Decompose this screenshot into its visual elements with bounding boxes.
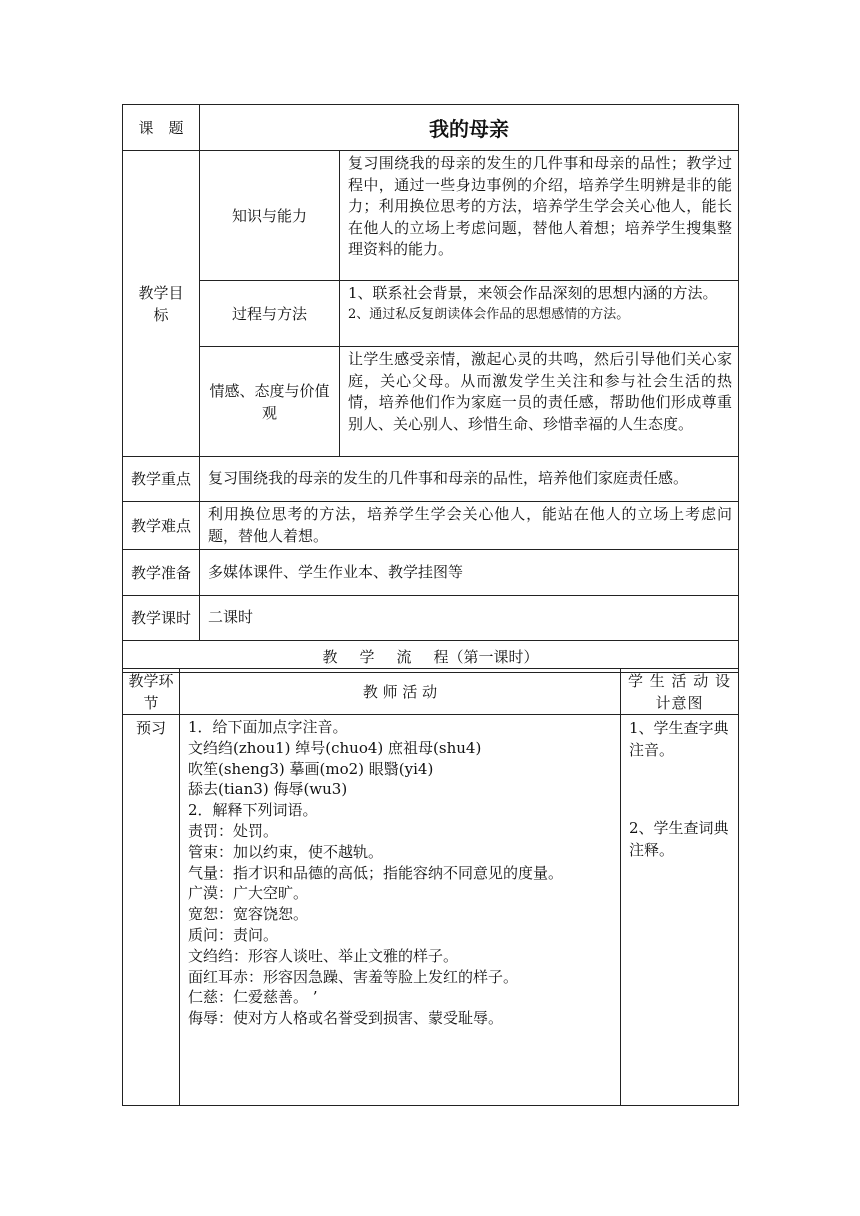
hours-label: 教学课时: [123, 596, 200, 641]
stage-preview: 预习: [123, 715, 180, 1106]
teacher-line: 仁慈：仁爱慈善。 ’: [188, 988, 318, 1007]
flow-title-word: 学: [359, 648, 375, 666]
key-points-label: 教学重点: [123, 457, 200, 502]
emotion-row: [123, 347, 739, 457]
teacher-activity-cell: [180, 715, 621, 1106]
teacher-line: 吹笙(sheng3) 摹画(mo2) 眼翳(yi4): [188, 759, 434, 778]
student-activity-1: 1、学生查字典注音。: [629, 719, 729, 759]
teaching-flow-table: [122, 668, 739, 1106]
process-text-1: 1、联系社会背景，来领会作品深刻的思想内涵的方法。: [348, 284, 718, 302]
teacher-line: 气量：指才识和品德的高低；指能容纳不同意见的度量。: [188, 863, 564, 882]
topic-row: [123, 105, 739, 151]
student-activity-header: 学 生 活 动 设计意图: [621, 669, 739, 715]
emotion-label: 情感、态度与价值观: [200, 347, 340, 457]
preparation-label: 教学准备: [123, 550, 200, 596]
process-text-2: 2、通过私反复朗读体会作品的思想感情的方法。: [348, 306, 630, 322]
teacher-line: 2．解释下列词语。: [188, 801, 318, 820]
knowledge-label: 知识与能力: [200, 151, 340, 281]
difficulties-label: 教学难点: [123, 502, 200, 550]
teacher-line: 管束：加以约束，使不越轨。: [188, 842, 384, 861]
difficulties-row: [123, 502, 739, 550]
process-label: 过程与方法: [200, 281, 340, 347]
lesson-info-table: [122, 104, 739, 673]
knowledge-text: 复习围绕我的母亲的发生的几件事和母亲的品性；教学过程中，通过一些身边事例的介绍，培养学生明辨是非的能力；利用换位思考的方法，培养学生学会关心他人，能长在他人的立场上考虑问题，替他人着想；培养学生搜集整理资料的能力。: [340, 151, 739, 281]
teacher-line: 舔去(tian3) 侮辱(wu3): [188, 780, 348, 799]
flow-title-word: 程: [433, 648, 449, 666]
teacher-line: 责罚：处罚。: [188, 821, 279, 840]
preview-row: [123, 715, 739, 1106]
teacher-line: 面红耳赤：形容因急躁、害羞等脸上发红的样子。: [188, 967, 519, 986]
hours-row: [123, 596, 739, 641]
lesson-title: 我的母亲: [200, 105, 739, 151]
teacher-line: 文绉绉(zhou1) 绰号(chuo4) 庶祖母(shu4): [188, 738, 482, 757]
student-activity-cell: [621, 715, 739, 1106]
emotion-text: 让学生感受亲情，激起心灵的共鸣，然后引导他们关心家庭，关心父母。从而激发学生关注和参与社会生活的热情，培养他们作为家庭一员的责任感，帮助他们形成尊重别人、关心别人、珍惜生命、珍惜幸福的人生态度。: [340, 347, 739, 457]
knowledge-row: [123, 151, 739, 281]
flow-title-word: 教: [322, 648, 338, 666]
key-points-text: 复习围绕我的母亲的发生的几件事和母亲的品性，培养他们家庭责任感。: [200, 457, 739, 502]
process-row: [123, 281, 739, 347]
teacher-line: 广漠：广大空旷。: [188, 884, 309, 903]
difficulties-text: 利用换位思考的方法，培养学生学会关心他人，能站在他人的立场上考虑问题，替他人着想。: [200, 502, 739, 550]
preparation-text: 多媒体课件、学生作业本、教学挂图等: [200, 550, 739, 596]
teacher-line: 质问：责问。: [188, 925, 279, 944]
key-points-row: [123, 457, 739, 502]
stage-header: 教学环节: [123, 669, 180, 715]
flow-title-word: 流: [396, 648, 412, 666]
teacher-activity-header: 教 师 活 动: [180, 669, 621, 715]
teacher-line: 侮辱：使对方人格或名誉受到损害、蒙受耻辱。: [188, 1009, 504, 1028]
flow-title-suffix: （第一课时）: [448, 648, 539, 666]
teacher-line: 1．给下面加点字注音。: [188, 718, 348, 736]
topic-label: 课 题: [123, 105, 200, 151]
student-activity-2: 2、学生查词典注释。: [629, 819, 729, 859]
teacher-line: 宽恕：宽容饶恕。: [188, 905, 309, 924]
hours-text: 二课时: [200, 596, 739, 641]
objectives-label: 教学目标: [123, 151, 200, 457]
process-cell: [340, 281, 739, 347]
preparation-row: [123, 550, 739, 596]
teacher-line: 文绉绉：形容人谈吐、举止文雅的样子。: [188, 946, 459, 965]
flow-header-row: [123, 669, 739, 715]
